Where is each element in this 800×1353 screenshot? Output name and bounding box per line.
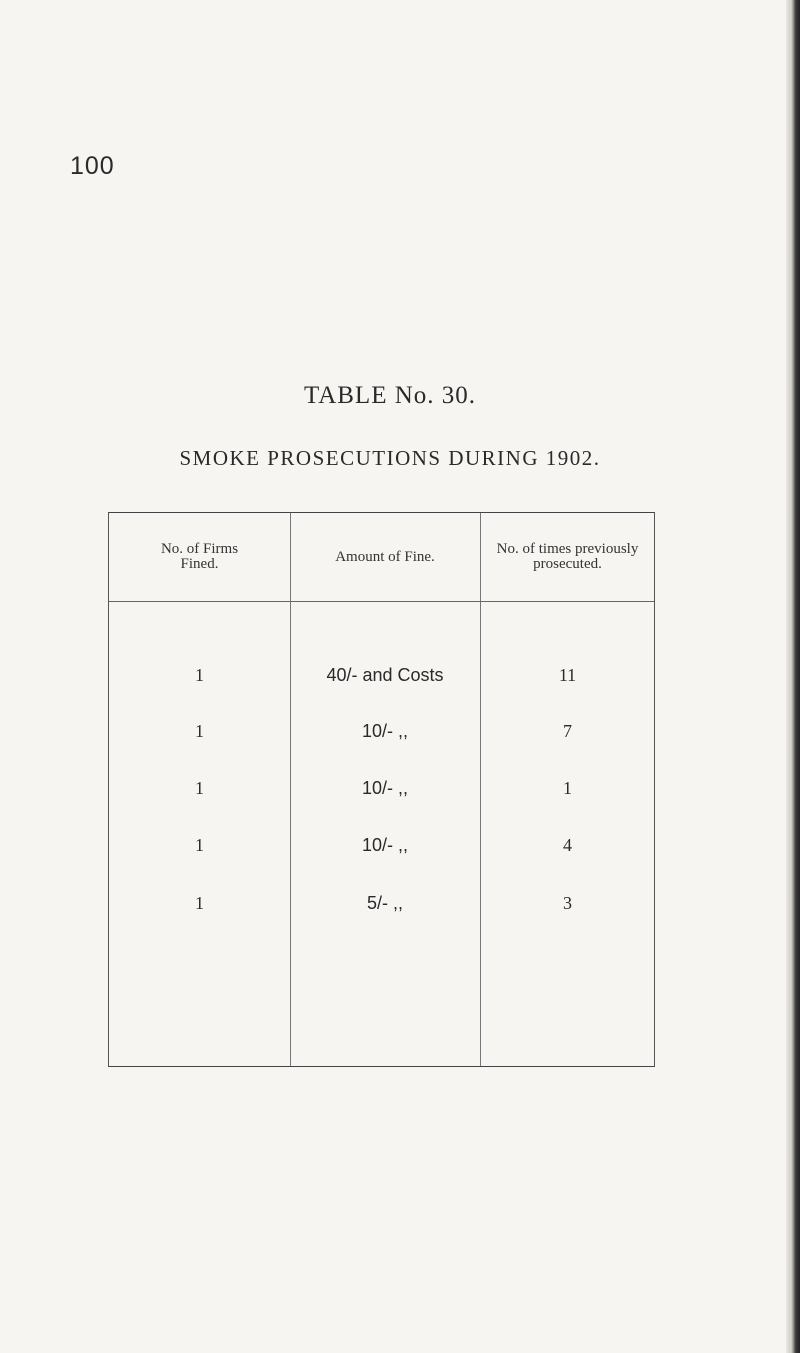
page-edge [786, 0, 800, 1353]
table-cell-amount: 5/- ,, [366, 893, 403, 913]
prosecutions-table [108, 512, 655, 1067]
table-cell-firms: 1 [195, 778, 204, 798]
header-firms-fined [109, 513, 290, 601]
header-label: No. of Firms Fined. [160, 541, 239, 572]
table-cell-firms: 1 [195, 721, 204, 741]
table-cell-times: 1 [563, 778, 572, 798]
table-cell-firms: 1 [195, 665, 204, 685]
table-cell-times: 4 [563, 835, 572, 855]
table-subtitle: SMOKE PROSECUTIONS DURING 1902. [179, 446, 601, 470]
table-cell-times: 7 [563, 721, 572, 741]
header-times-prosecuted [480, 513, 655, 601]
header-label: Amount of Fine. [335, 548, 435, 565]
table-title: TABLE No. 30. [303, 382, 477, 409]
table-cell-amount: 10/- ,, [361, 721, 409, 741]
table-cell-times: 3 [563, 893, 572, 913]
table-cell-amount: 10/- ,, [361, 835, 409, 855]
table-cell-times: 11 [558, 665, 577, 685]
table-cell-amount: 40/- and Costs [326, 665, 444, 685]
header-divider [109, 601, 654, 602]
header-amount-of-fine [290, 513, 480, 601]
page-number: 100 [70, 152, 115, 180]
table-cell-firms: 1 [195, 893, 204, 913]
header-label: No. of times previously prosecuted. [496, 541, 639, 572]
table-cell-firms: 1 [195, 835, 204, 855]
table-cell-amount: 10/- ,, [361, 778, 409, 798]
